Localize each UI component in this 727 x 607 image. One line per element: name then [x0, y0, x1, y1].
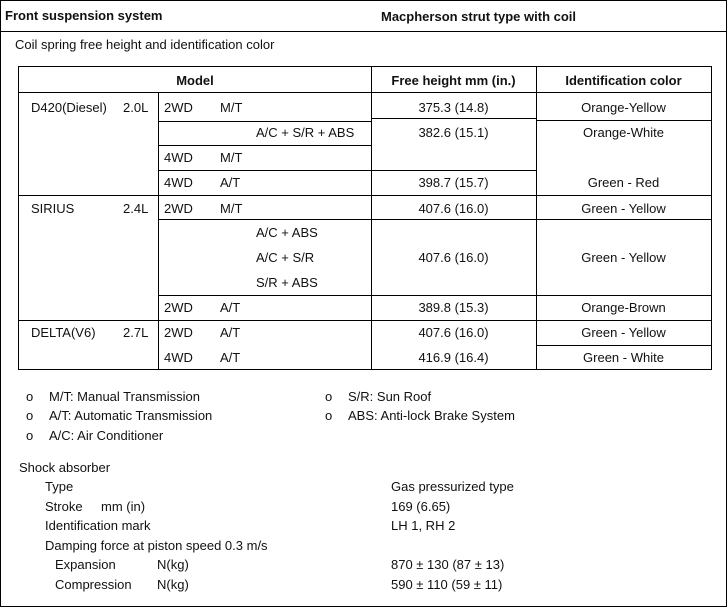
- legend-bullet: o: [325, 389, 333, 404]
- model-name: SIRIUS: [31, 201, 75, 216]
- row-option: A/C + ABS: [256, 225, 318, 240]
- header-bar: [1, 1, 726, 32]
- shock-type-value: Gas pressurized type: [391, 479, 514, 494]
- row-drive: 4WD: [164, 150, 193, 165]
- legend-bullet: o: [325, 408, 333, 423]
- id-color-cell: Green - White: [583, 350, 664, 365]
- row-trans: A/T: [220, 325, 241, 340]
- id-color-cell: Green - Yellow: [581, 250, 666, 265]
- shock-stroke-unit: mm (in): [101, 499, 146, 514]
- row-trans: A/T: [220, 300, 241, 315]
- col-header-model: Model: [176, 73, 214, 88]
- legend-bullet: o: [26, 408, 34, 423]
- shock-expansion-unit: N(kg): [157, 557, 189, 572]
- legend-item: ABS: Anti-lock Brake System: [348, 408, 515, 423]
- shock-stroke-label: Stroke: [45, 499, 83, 514]
- row-trans: M/T: [220, 201, 243, 216]
- coil-section-title: Coil spring free height and identification color: [15, 37, 275, 52]
- row-drive: 2WD: [164, 100, 193, 115]
- shock-type-label: Type: [45, 479, 74, 494]
- row-drive: 4WD: [164, 350, 193, 365]
- row-drive: 2WD: [164, 325, 193, 340]
- col-header-id-color: Identification color: [565, 73, 682, 88]
- shock-mark-label: Identification mark: [45, 518, 151, 533]
- legend-item: A/C: Air Conditioner: [49, 428, 164, 443]
- free-height-cell: 398.7 (15.7): [418, 175, 489, 190]
- row-drive: 2WD: [164, 300, 193, 315]
- legend-item: A/T: Automatic Transmission: [49, 408, 213, 423]
- row-option: A/C + S/R: [256, 250, 315, 265]
- shock-mark-value: LH 1, RH 2: [391, 518, 456, 533]
- row-option: A/C + S/R + ABS: [256, 125, 355, 140]
- shock-section-title: Shock absorber: [19, 460, 111, 475]
- model-engine: 2.0L: [123, 100, 149, 115]
- legend-item: S/R: Sun Roof: [348, 389, 432, 404]
- free-height-cell: 407.6 (16.0): [418, 201, 489, 216]
- id-color-cell: Orange-White: [583, 125, 664, 140]
- id-color-cell: Green - Red: [587, 175, 660, 190]
- free-height-cell: 389.8 (15.3): [418, 300, 489, 315]
- free-height-cell: 407.6 (16.0): [418, 250, 489, 265]
- id-color-cell: Green - Yellow: [581, 201, 666, 216]
- model-engine: 2.7L: [123, 325, 149, 340]
- row-trans: M/T: [220, 100, 243, 115]
- free-height-cell: 416.9 (16.4): [418, 350, 489, 365]
- shock-compression-unit: N(kg): [157, 577, 189, 592]
- id-color-cell: Orange-Yellow: [581, 100, 666, 115]
- shock-expansion-value: 870 ± 130 (87 ± 13): [391, 557, 505, 572]
- id-color-cell: Orange-Brown: [581, 300, 666, 315]
- shock-compression-label: Compression: [55, 577, 132, 592]
- shock-compression-value: 590 ± 110 (59 ± 11): [391, 577, 503, 592]
- model-name: D420(Diesel): [31, 100, 107, 115]
- free-height-cell: 407.6 (16.0): [418, 325, 489, 340]
- coil-spring-table: [18, 66, 712, 370]
- legend-bullet: o: [26, 389, 34, 404]
- row-option: S/R + ABS: [256, 275, 318, 290]
- row-trans: A/T: [220, 175, 241, 190]
- shock-stroke-value: 169 (6.65): [391, 499, 451, 514]
- id-color-cell: Green - Yellow: [581, 325, 666, 340]
- row-drive: 4WD: [164, 175, 193, 190]
- row-trans: A/T: [220, 350, 241, 365]
- legend-item: M/T: Manual Transmission: [49, 389, 200, 404]
- model-name: DELTA(V6): [31, 325, 96, 340]
- header-type: Macpherson strut type with coil: [381, 9, 577, 24]
- row-drive: 2WD: [164, 201, 193, 216]
- shock-expansion-label: Expansion: [55, 557, 116, 572]
- header-title: Front suspension system: [5, 8, 163, 23]
- legend-bullet: o: [26, 428, 34, 443]
- row-trans: M/T: [220, 150, 243, 165]
- free-height-cell: 375.3 (14.8): [418, 100, 489, 115]
- shock-damping-label: Damping force at piston speed 0.3 m/s: [45, 538, 268, 553]
- model-engine: 2.4L: [123, 201, 149, 216]
- col-header-free-height: Free height mm (in.): [391, 73, 516, 88]
- free-height-cell: 382.6 (15.1): [418, 125, 489, 140]
